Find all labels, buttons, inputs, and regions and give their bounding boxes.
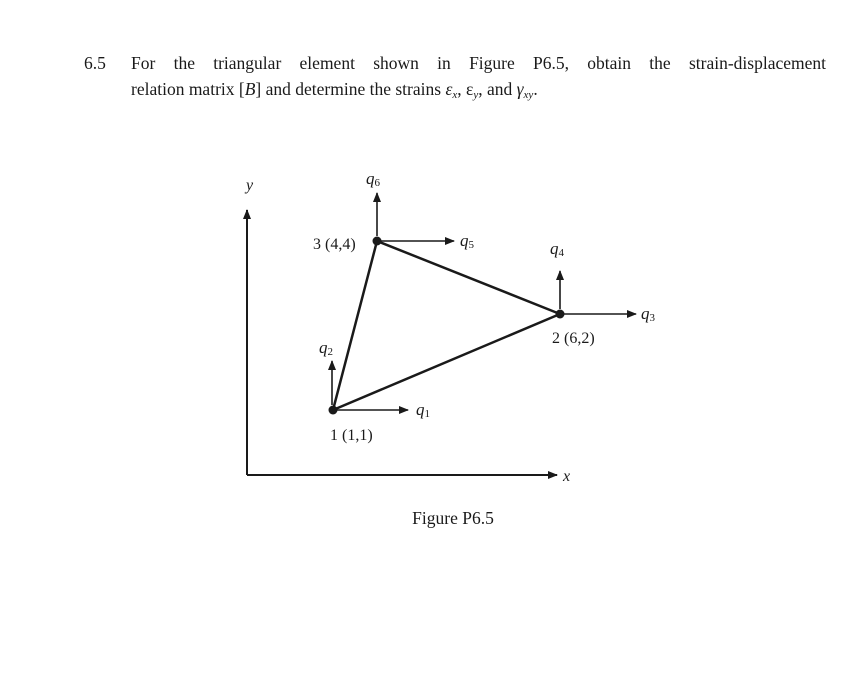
q4-sub: 4 [558,247,564,259]
q6-sub: 6 [374,177,380,189]
q6-label [366,169,381,189]
q5-sub: 5 [468,239,474,251]
q5-letter: q [460,231,469,250]
q2-label [319,338,333,358]
q1-sub: 1 [424,408,430,420]
comma-1: , [457,79,466,99]
strain-x-symbol: ε [445,79,453,99]
line2-mid: ] and determine the strains [255,79,446,99]
figure-caption: Figure P6.5 [412,508,494,528]
matrix-b-symbol: B [244,79,256,99]
shear-strain-subscript: xy [523,89,534,101]
y-axis-label: y [246,177,254,194]
x-axis-label: x [563,468,571,485]
node-1 [329,406,338,415]
q2-letter: q [319,338,328,357]
q2-sub: 2 [327,346,333,358]
q3-letter: q [641,304,650,323]
line2-pre: relation matrix [ [131,79,245,99]
node-2 [556,310,565,319]
q1-letter: q [416,400,425,419]
q1-label [416,400,430,420]
node-3 [373,237,382,246]
q4-letter: q [550,239,559,258]
period: . [533,79,538,99]
q5-label [460,231,475,251]
node-2-label: 2 (6,2) [552,330,595,347]
problem-number: 6.5 [84,53,106,73]
strain-y-subscript: y [473,89,479,101]
node-3-label: 3 (4,4) [313,236,356,253]
strain-x-subscript: x [452,89,458,101]
q4-label [550,239,565,259]
node-1-label: 1 (1,1) [330,427,373,444]
triangle-element [333,241,560,410]
strain-y-symbol: ε [465,79,474,99]
q3-label [641,304,656,324]
problem-line-1: For the triangular element shown in Figure P6.5, obtain the strain-displacement [131,53,826,73]
q6-letter: q [366,169,375,188]
q3-sub: 3 [649,312,655,324]
shear-strain-symbol: γ [516,79,524,99]
and-text: , and [478,79,517,99]
